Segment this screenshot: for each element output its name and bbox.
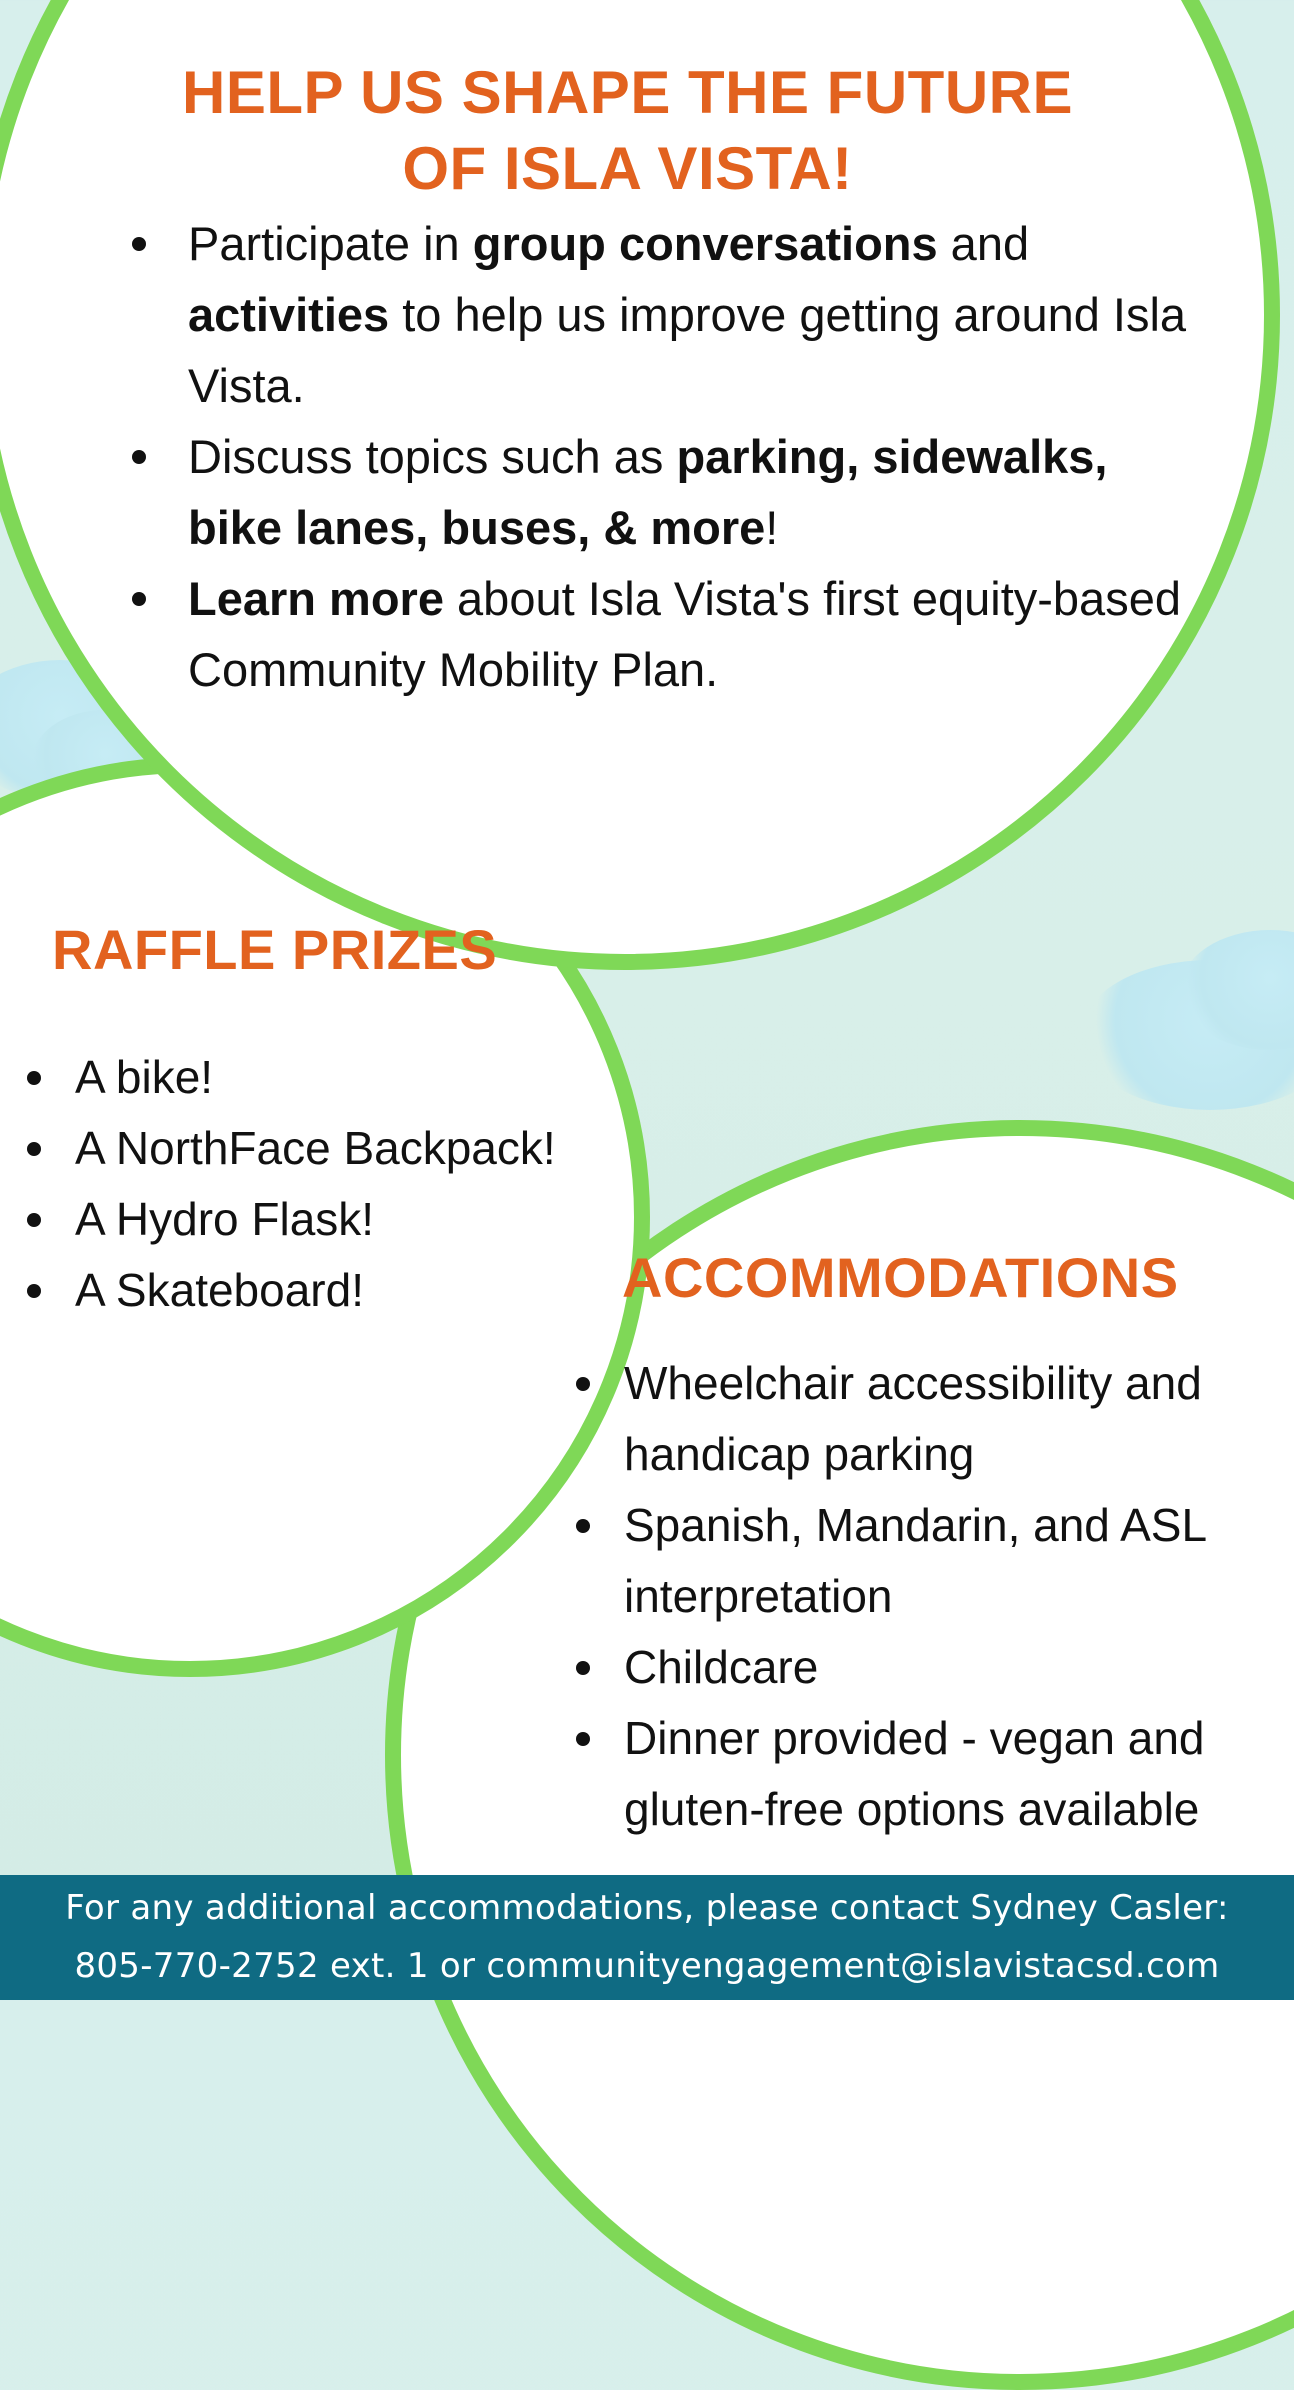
accommodations-item: Spanish, Mandarin, and ASL interpretation [576, 1490, 1276, 1632]
intro-item-participate: Participate in group conversations and activities to help us improve getting around Isla Vista. [132, 208, 1202, 421]
intro-list [132, 208, 1202, 705]
intro-item-learn-more: Learn more about Isla Vista's first equity-based Community Mobility Plan. [132, 563, 1202, 705]
accommodations-title: ACCOMMODATIONS [622, 1246, 1179, 1309]
raffle-item: A NorthFace Backpack! [27, 1113, 617, 1184]
page-title-line-2: OF ISLA VISTA! [402, 135, 853, 202]
page-title-line-1: HELP US SHAPE THE FUTURE [182, 59, 1073, 126]
accommodations-list [576, 1348, 1276, 1845]
contact-footer [0, 1875, 1294, 2000]
intro-item-discuss: Discuss topics such as parking, sidewalks, bike lanes, buses, & more! [132, 421, 1202, 563]
accommodations-item: Dinner provided - vegan and gluten-free options available [576, 1703, 1276, 1845]
accommodations-item: Childcare [576, 1632, 1276, 1703]
footer-line-2: 805-770-2752 ext. 1 or communityengagement@islavistacsd.com [74, 1946, 1220, 1986]
raffle-title: RAFFLE PRIZES [52, 918, 498, 981]
raffle-item: A Skateboard! [27, 1255, 617, 1326]
page-title [120, 55, 1135, 207]
accommodations-item: Wheelchair accessibility and handicap parking [576, 1348, 1276, 1490]
footer-line-1: For any additional accommodations, please contact Sydney Casler: [65, 1888, 1229, 1928]
raffle-item: A bike! [27, 1042, 617, 1113]
raffle-item: A Hydro Flask! [27, 1184, 617, 1255]
raffle-list [27, 1042, 617, 1326]
